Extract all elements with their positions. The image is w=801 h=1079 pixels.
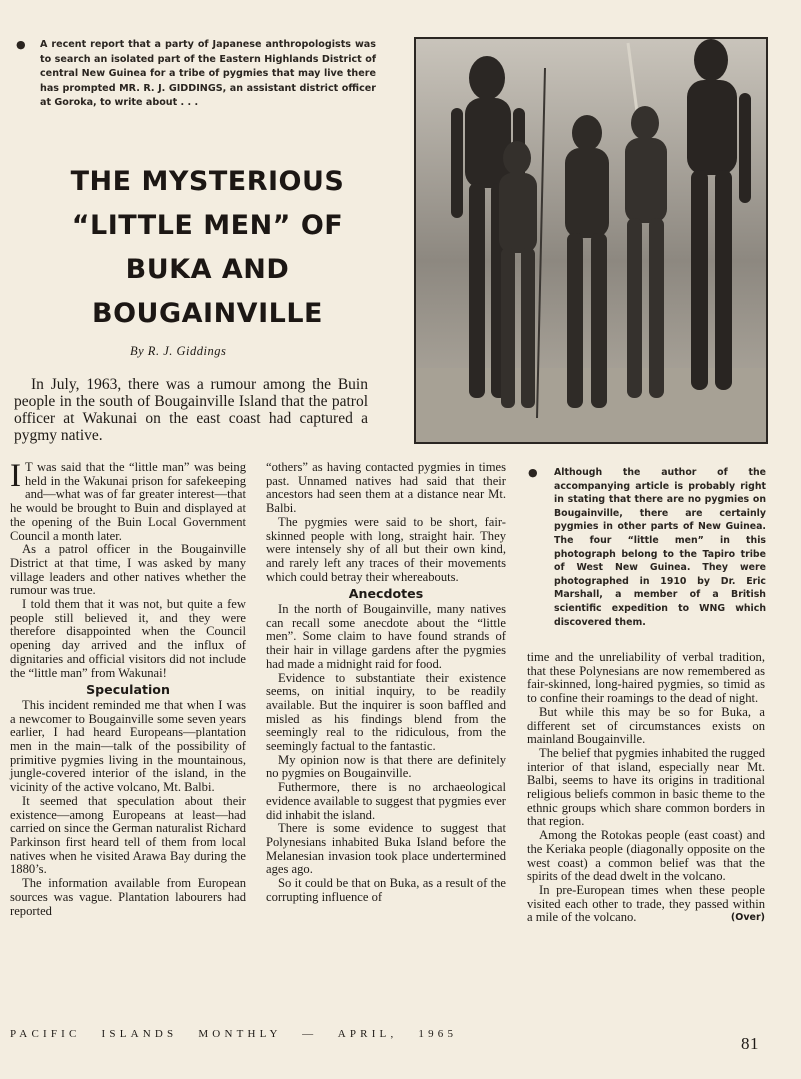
headline-line: BUKA AND	[125, 254, 290, 285]
paragraph: As a patrol officer in the Bougainville District at that time, I was asked by many village leaders and other natives whether the rumour was true.	[10, 542, 246, 598]
paragraph	[10, 458, 246, 543]
paragraph: “others” as having contacted pygmies in times past. Unnamed natives had said that their ancestors had seen them at a distance near Mt. Balbi.	[266, 460, 506, 516]
headline	[30, 160, 385, 336]
photograph-icon	[415, 38, 767, 443]
photo-caption	[530, 466, 766, 629]
section-heading: Speculation	[86, 682, 170, 698]
paragraph-text: T was said that the “little man” was being held in the Wakunai prison for safekeeping and—what was of far greater interest—that he would be brought to Buin and displayed at the opening of the Buin Local Government Council a month later.	[10, 460, 246, 543]
footer-publication: PACIFIC ISLANDS MONTHLY — APRIL, 1965	[10, 1028, 458, 1040]
paragraph: So it could be that on Buka, as a result of the corrupting influence of	[266, 876, 506, 904]
paragraph: The pygmies were said to be short, fair-skinned people with long, straight hair. They were intensely shy of all but their own kind, and rarely left any traces of their movements which could betray their whereabouts.	[266, 514, 506, 584]
article-column-1	[10, 458, 246, 918]
article-column-3	[527, 651, 765, 925]
headline-line: BOUGAINVILLE	[92, 298, 323, 329]
paragraph: This incident reminded me that when I was a newcomer to Bougainville some seven years earlier, I had heard Europeans—plantation men in the main—talk of the possibility of primitive pygmies living in the mountainous, jungle-covered interior of the island, in the vicinity of the active volcano, Mt. Balbi.	[10, 697, 246, 795]
continued-marker: (Over)	[730, 912, 765, 924]
section-heading: Anecdotes	[348, 586, 424, 602]
paragraph-text: In pre-European times when these people visited each other to trade, they passed within a mile of the volcano.	[527, 882, 765, 925]
intro-text: A recent report that a party of Japanese anthropologists was to search an isolated part of the Eastern Highlands District of central New Guinea for a tribe of pygmies that may live there has prompted MR. R. J. GIDDINGS, an assistant district officer at Goroka, to write about . . .	[40, 39, 376, 109]
paragraph: Futhermore, there is no archaeological evidence available to suggest that pygmies ever did inhabit the island.	[266, 780, 506, 822]
paragraph	[527, 884, 765, 925]
drop-cap: I	[10, 458, 21, 494]
page-number: 81	[741, 1034, 759, 1053]
paragraph: But while this may be so for Buka, a different set of circumstances exists on mainland Bougainville.	[527, 704, 765, 747]
paragraph: It seemed that speculation about their existence—among Europeans at least—had carried on since the German naturalist Richard Parkinson first heard tell of them from local natives when he visited Arawa Bay during the 1880’s.	[10, 793, 246, 877]
caption-text: Although the author of the accompanying article is probably right in stating that there are no pygmies on Bougainville, there are certainly pygmies in other parts of New Guinea. The four “little men” in this photograph belong to the Tapiro tribe of West New Guinea. They were photographed in 1910 by Dr. Eric Marshall, a member of a British scientific expedition to WNG which discovered them.	[554, 467, 766, 628]
headline-line: “LITTLE MEN” OF	[71, 210, 344, 241]
paragraph: I told them that it was not, but quite a few people still believed it, and they were therefore disappointed when the Council opening day arrived and the influx of dignitaries and official visitors did not include the “little man” from Wakunai!	[10, 597, 246, 680]
paragraph: In the north of Bougainville, many natives can recall some anecdote about the “little men”. Some claim to have found strands of their hair in village gardens after the pygmies had made a midnight raid for food.	[266, 602, 506, 671]
bullet-icon: ●	[528, 466, 538, 479]
paragraph: time and the unreliability of verbal tradition, that these Polynesians are now remembered as fair-skinned, long-haired pygmies, so timid as to confine their roamings to the dead of night.	[527, 650, 765, 706]
bullet-icon: ●	[16, 38, 26, 51]
paragraph: There is some evidence to suggest that Polynesians inhabited Buka Island before the Melanesian invasion took place undertermined ages ago.	[266, 821, 506, 877]
headline-line: THE MYSTERIOUS	[70, 166, 345, 197]
paragraph: My opinion now is that there are definitely no pygmies on Bougainville.	[266, 752, 506, 781]
paragraph: The information available from European sources was vague. Plantation labourers had reported	[10, 876, 246, 918]
article-column-2	[266, 461, 506, 905]
paragraph: Among the Rotokas people (east coast) and the Keriaka people (diagonally opposite on the west coast) a common belief was that the spirits of the dead dwelt in the volcano.	[527, 828, 765, 884]
paragraph: The belief that pygmies inhabited the rugged interior of that island, especially near Mt. Balbi, seems to have its origins in traditional religious beliefs common in basic theme to the ethnic groups which share common borders in that region.	[527, 745, 765, 829]
intro-blurb	[16, 38, 376, 111]
paragraph: Evidence to substantiate their existence seems, on initial inquiry, to be readily available. But the inquirer is soon baffled and misled as his findings blend from the seemingly real to the ridiculous, from the seemingly factual to the fantastic.	[266, 670, 506, 754]
tribesmen-photo	[414, 37, 768, 444]
byline: By R. J. Giddings	[130, 344, 227, 358]
lead-paragraph: In July, 1963, there was a rumour among the Buin people in the south of Bougainville Island that the patrol officer at Wakunai on the east coast had captured a pygmy native.	[14, 376, 368, 444]
